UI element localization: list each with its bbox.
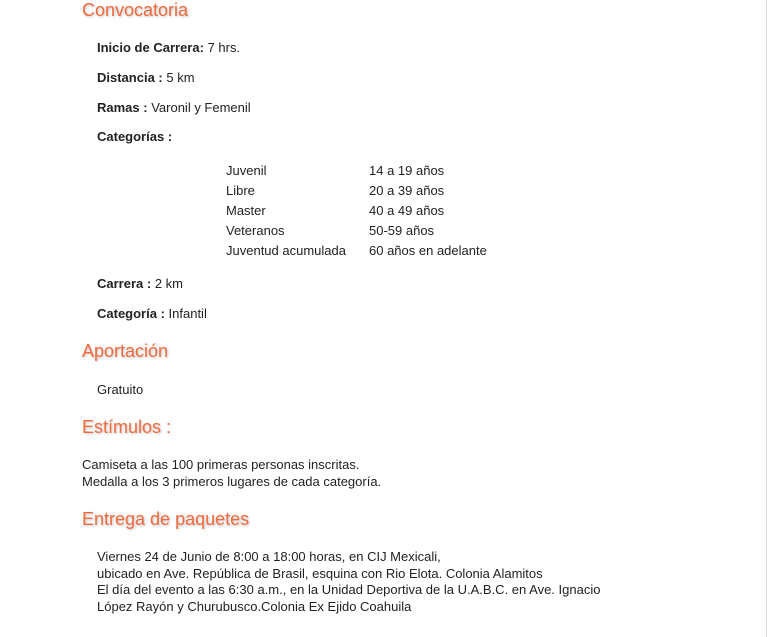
categoria-value: Infantil [168, 306, 207, 321]
entrega-block [97, 549, 600, 615]
section-heading-convocatoria: Convocatoria [82, 0, 189, 20]
categoria-name: Master [226, 203, 266, 218]
table-row [226, 241, 487, 261]
ramas-value: Varonil y Femenil [151, 100, 251, 115]
entrega-line: El día del evento a las 6:30 a.m., en la Unidad Deportiva de la U.A.B.C. en Ave. Ignacio [97, 582, 601, 597]
estimulos-block [82, 457, 381, 490]
carrera-label: Carrera : [97, 276, 152, 291]
inicio-label: Inicio de Carrera: [97, 40, 204, 55]
ramas-line [97, 100, 251, 116]
categorias-line [97, 129, 172, 145]
estimulo-line: Camiseta a las 100 primeras personas inscritas. [82, 457, 360, 472]
inicio-value: 7 hrs. [207, 40, 241, 55]
carrera-line [97, 276, 183, 292]
categoria-range: 20 a 39 años [369, 183, 445, 198]
carrera-value: 2 km [154, 276, 183, 291]
categoria-name: Juventud acumulada [226, 243, 346, 258]
categoria-name: Juvenil [226, 163, 267, 178]
table-row [226, 201, 487, 221]
page-edge-rule [766, 0, 767, 637]
section-heading-aportacion: Aportación [82, 341, 169, 361]
categoria-label: Categoría : [97, 306, 165, 321]
entrega-line: López Rayón y Churubusco.Colonia Ex Ejido Coahuila [97, 598, 412, 614]
table-row [226, 161, 487, 181]
categoria-range: 40 a 49 años [369, 203, 445, 218]
aportacion-text: Gratuito [97, 382, 144, 397]
categoria-range: 14 a 19 años [369, 163, 445, 178]
section-heading-estimulos: Estímulos : [82, 417, 172, 437]
categorias-label: Categorías : [97, 129, 173, 144]
categorias-table [226, 161, 487, 261]
estimulo-line: Medalla a los 3 primeros lugares de cada categoría. [82, 473, 382, 489]
entrega-line: Viernes 24 de Junio de 8:00 a 18:00 horas, en CIJ Mexicali, [97, 549, 441, 564]
entrega-line: ubicado en Ave. República de Brasil, esquina con Rio Elota. Colonia Alamitos [97, 565, 543, 581]
categoria-range: 50-59 años [369, 223, 435, 238]
table-row [226, 181, 487, 201]
table-row [226, 221, 487, 241]
distancia-line [97, 70, 195, 86]
categoria-line [97, 306, 207, 322]
categoria-name: Veteranos [226, 223, 285, 238]
ramas-label: Ramas : [97, 100, 148, 115]
section-heading-entrega: Entrega de paquetes [82, 509, 250, 529]
categoria-name: Libre [226, 183, 255, 198]
distancia-label: Distancia : [97, 70, 163, 85]
distancia-value: 5 km [166, 70, 195, 85]
inicio-de-carrera-line [97, 40, 240, 56]
categoria-range: 60 años en adelante [369, 243, 487, 258]
